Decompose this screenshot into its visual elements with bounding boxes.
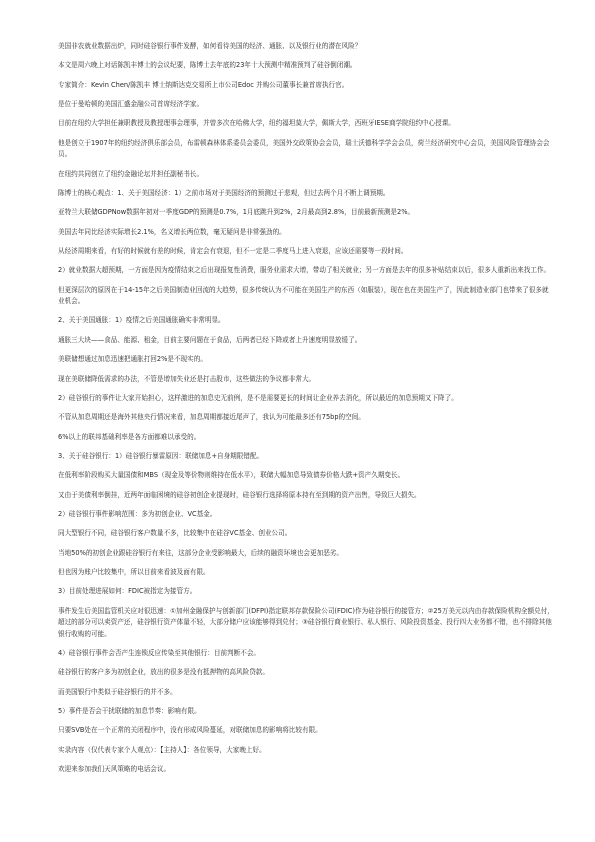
paragraph: 现在美联储降低需求的办法，不管是增加失业还是打击股市，这些做法的争议都非常大。 [58,374,316,383]
paragraph: 他是创立于1907年的纽约经济俱乐部会员，布雷顿森林体系委员会委员，美国外交政策协会会员，瑞士沃德科学学会会员，荷兰经济研究中心会员，美国风险管理协会会员。 [58,138,550,159]
paragraph: 2）硅谷银行的事件让大家开始担心，这样激进的加息史无前例，是不是需要更长的时间让企业养去消化，所以最近的加息预期又下降了。 [58,393,458,402]
paragraph: 3、关于硅谷银行：1）硅谷银行暴雷原因：联储加息+自身期限错配。 [58,451,264,460]
paragraph: 但更深层次的原因在于14-15年之后美国制造业回流的大趋势，很多传统认为不可能在美国生产的东西（如服装），现在也在美国生产了，因此制造业部门也带来了很多就业机会。 [58,285,549,306]
paragraph: 硅谷银行的客户多为初创企业，放出的很多是没有抵押物的高风险贷款。 [58,668,269,677]
paragraph: 又由于美债利率倒挂，近两年面临困境的硅谷初创企业提现时，硅谷银行选择将原本持有至到期的资产出售，导致巨大损失。 [58,490,421,499]
paragraph: 实录内容（仅代表专家个人观点）：【主持人】：各位领导，大家晚上好。 [58,745,266,754]
paragraph: 但也因为账户比较集中，所以目前来看波及面有限。 [58,567,210,576]
paragraph: 而美国银行中类似于硅谷银行的并不多。 [58,687,177,696]
paragraph: 2、关于美国通胀：1）疫情之后美国通胀确实非常明显。 [58,316,225,325]
paragraph: 本文是周六晚上对话陈凯丰博士的会议纪要，陈博士去年底的23年十大预测中精准预判了硅谷倒闭潮。 [58,61,357,70]
paragraph: 在低利率阶段购买大量国债和MBS（现金及等价物则维持在低水平），联储大幅加息导致债券价格大跌+资产久期变长。 [58,471,405,480]
paragraph: 欢迎来参加我们天风策略的电话会议。 [58,765,171,774]
paragraph: 目前在纽约大学担任兼职教授及教授理事会理事，并曾多次在哈佛大学，纽约福坦莫大学，佩斯大学，西班牙IESE商学院纽约中心授课。 [58,119,455,128]
paragraph: 3）目前处理进展如何：FDIC被指定为接管方。 [58,587,197,596]
paragraph: 美国非农就业数据出炉，同时硅谷银行事件发酵，如何看待美国的经济、通胀、以及银行业的潜在风险？ [58,42,362,50]
paragraph: 美国去年同比经济实际增长2.1%，名义增长两位数，毫无疑问是非常强劲的。 [58,227,286,236]
paragraph: 当地50%的初创企业跟硅谷银行有来往，这部分企业受影响最大，后续的融资环境也会更加恶劣。 [58,548,343,557]
paragraph: 亚特兰大联储GDPNow数据年初对一季度GDP的预测是0.7%，1月底跳升到2%，2月最高到2.8%，目前最新预测是2%。 [58,208,415,217]
paragraph: 通胀三大块——食品、能源、租金，目前主要问题在于食品，后两者已经下降或者上升速度明显放缓了。 [58,335,362,344]
paragraph: 是位于曼哈顿的美国汇盛金融公司首席经济学家。 [58,100,204,109]
paragraph: 5）事件是否会干扰联储的加息节奏：影响有限。 [58,707,201,715]
paragraph: 在纽约共同创立了纽约金融论坛并担任副秘书长。 [58,169,204,178]
paragraph: 4）硅谷银行事件会否产生连锁反应传染至其他银行：目前判断不会。 [58,648,261,657]
paragraph: 美联储想通过加息迅速把通胀打回2%是不现实的。 [58,355,207,364]
paragraph: 事件发生后美国监管机关应对很迅速：①加州金融保护与创新部门(DFPI)指定联邦存款保险公司(FDIC)作为硅谷银行的接管方；②25万美元以内由存款保险机构全额兑付，超过的部分可以卖资产还，硅谷银行资产体量不轻，大部分储户应该能够得到兑付；③硅谷银行商业银行、私人银行、风险投资基金、投行四大业务都不错，也不排除其他银行收购的可能。 [58,606,554,638]
paragraph: 从经济周期来看，有好的时候就有差的时候，肯定会有衰退，但不一定是二季度马上进入衰退，应该还需要等一段时间。 [58,246,408,255]
paragraph: 同大型银行不同，硅谷银行客户数量不多，比较集中在硅谷VC基金、创业公司。 [58,529,292,538]
paragraph: 6%以上的联邦基础利率是各方面都难以承受的。 [58,432,201,441]
paragraph: 陈博士的核心观点：1、关于美国经济：1）之前市场对于美国经济的预测过于悲观，但过去两个月不断上调预期。 [58,188,390,197]
paragraph: 2）就业数据大超预期，一方面是因为疫情结束之后出现报复性消费，服务业需求大增，带动了相关就业；另一方面是去年的很多补贴结束以后，很多人重新出来找工作。 [58,266,551,275]
paragraph: 2）硅谷银行事件影响范围：多为初创企业、VC基金。 [58,509,217,518]
paragraph: 只要SVB处在一个正常的关闭程序中，没有形成风险蔓延，对联储加息的影响将比较有限。 [58,726,322,735]
paragraph: 专家简介：Kevin Chen/陈凯丰 博士纳斯达克交易所上市公司Edoc 并购公司董事长兼首席执行官。 [58,80,349,89]
paragraph: 不管从加息周期还是海外其他央行情况来看，加息周期都接近尾声了，我认为可能最多还有75bp的空间。 [58,413,365,422]
